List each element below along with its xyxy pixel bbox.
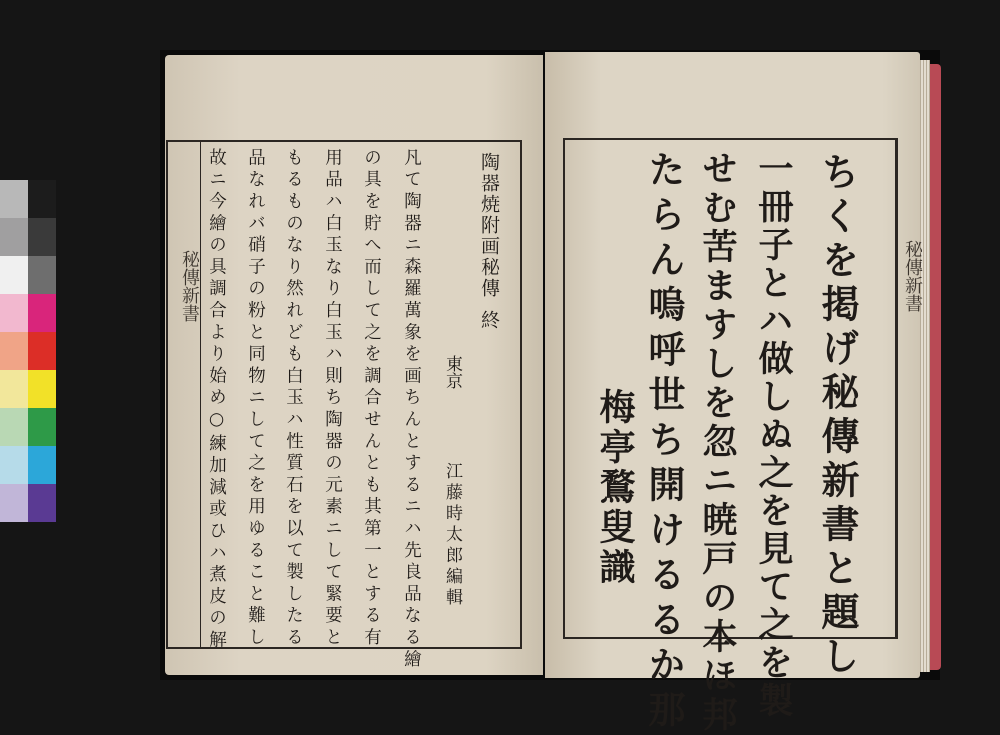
color-swatch [28, 370, 56, 408]
color-swatch [0, 180, 28, 218]
color-swatch [28, 332, 56, 370]
color-swatch [0, 370, 28, 408]
color-swatch [28, 294, 56, 332]
color-swatch [28, 446, 56, 484]
color-swatch [0, 218, 28, 256]
color-chart-row [0, 180, 56, 218]
body-column-5: 品なれバ硝子の粉と同物ニして之を用ゆること難し [245, 148, 266, 650]
right-fold-margin-line [897, 138, 898, 639]
color-chart-row [0, 218, 56, 256]
calligraphy-column-3: せむ苦ますしを忽ニ暁戸の本ほ邦 [697, 150, 738, 735]
color-swatch [28, 408, 56, 446]
author-signature: 梅亭鶩叟識 [594, 388, 636, 588]
color-swatch [28, 180, 56, 218]
body-column-4: もるものなり然れども白玉ハ性質石を以て製したる [283, 148, 304, 650]
color-chart-row [0, 256, 56, 294]
body-column-1: 凡て陶器ニ森羅萬象を画ちんとするニハ先良品なる繪 [401, 148, 422, 672]
left-fold-title: 秘傳新書 [179, 250, 200, 322]
color-swatch [28, 256, 56, 294]
color-swatch [0, 294, 28, 332]
body-column-3: 用品ハ白玉なり白玉ハ則ち陶器の元素ニして緊要と [322, 148, 343, 650]
publisher-place: 東京 [442, 355, 462, 389]
color-chart-row [0, 408, 56, 446]
color-swatch [28, 218, 56, 256]
body-column-6: 故ニ今繪の具調合より始め○練加減或ひハ煮皮の解 [206, 148, 227, 652]
book-title: 陶器焼附画秘傳 [478, 152, 500, 299]
color-chart-row [0, 446, 56, 484]
fold-margin-line [200, 140, 201, 649]
color-chart-row [0, 370, 56, 408]
title-end-mark: 終 [478, 310, 500, 331]
calligraphy-column-4: たらん嗚呼世ち開けるるか那 [642, 150, 686, 735]
color-swatch [0, 446, 28, 484]
calligraphy-column-1: ちくを掲げ秘傳新書と題し [815, 152, 860, 680]
color-calibration-chart [0, 180, 56, 522]
right-fold-title: 秘傳新書 [902, 240, 923, 312]
color-swatch [0, 256, 28, 294]
color-chart-row [0, 484, 56, 522]
editor-name: 江藤時太郎編輯 [442, 462, 462, 609]
color-swatch [28, 484, 56, 522]
color-swatch [0, 332, 28, 370]
color-chart-row [0, 332, 56, 370]
calligraphy-column-2: 一冊子とハ做しぬ之を見て之を製 [753, 150, 794, 720]
color-chart-row [0, 294, 56, 332]
color-swatch [0, 484, 28, 522]
color-swatch [0, 408, 28, 446]
body-column-2: の具を貯へ而して之を調合せんとも其第一とする有 [361, 148, 382, 650]
